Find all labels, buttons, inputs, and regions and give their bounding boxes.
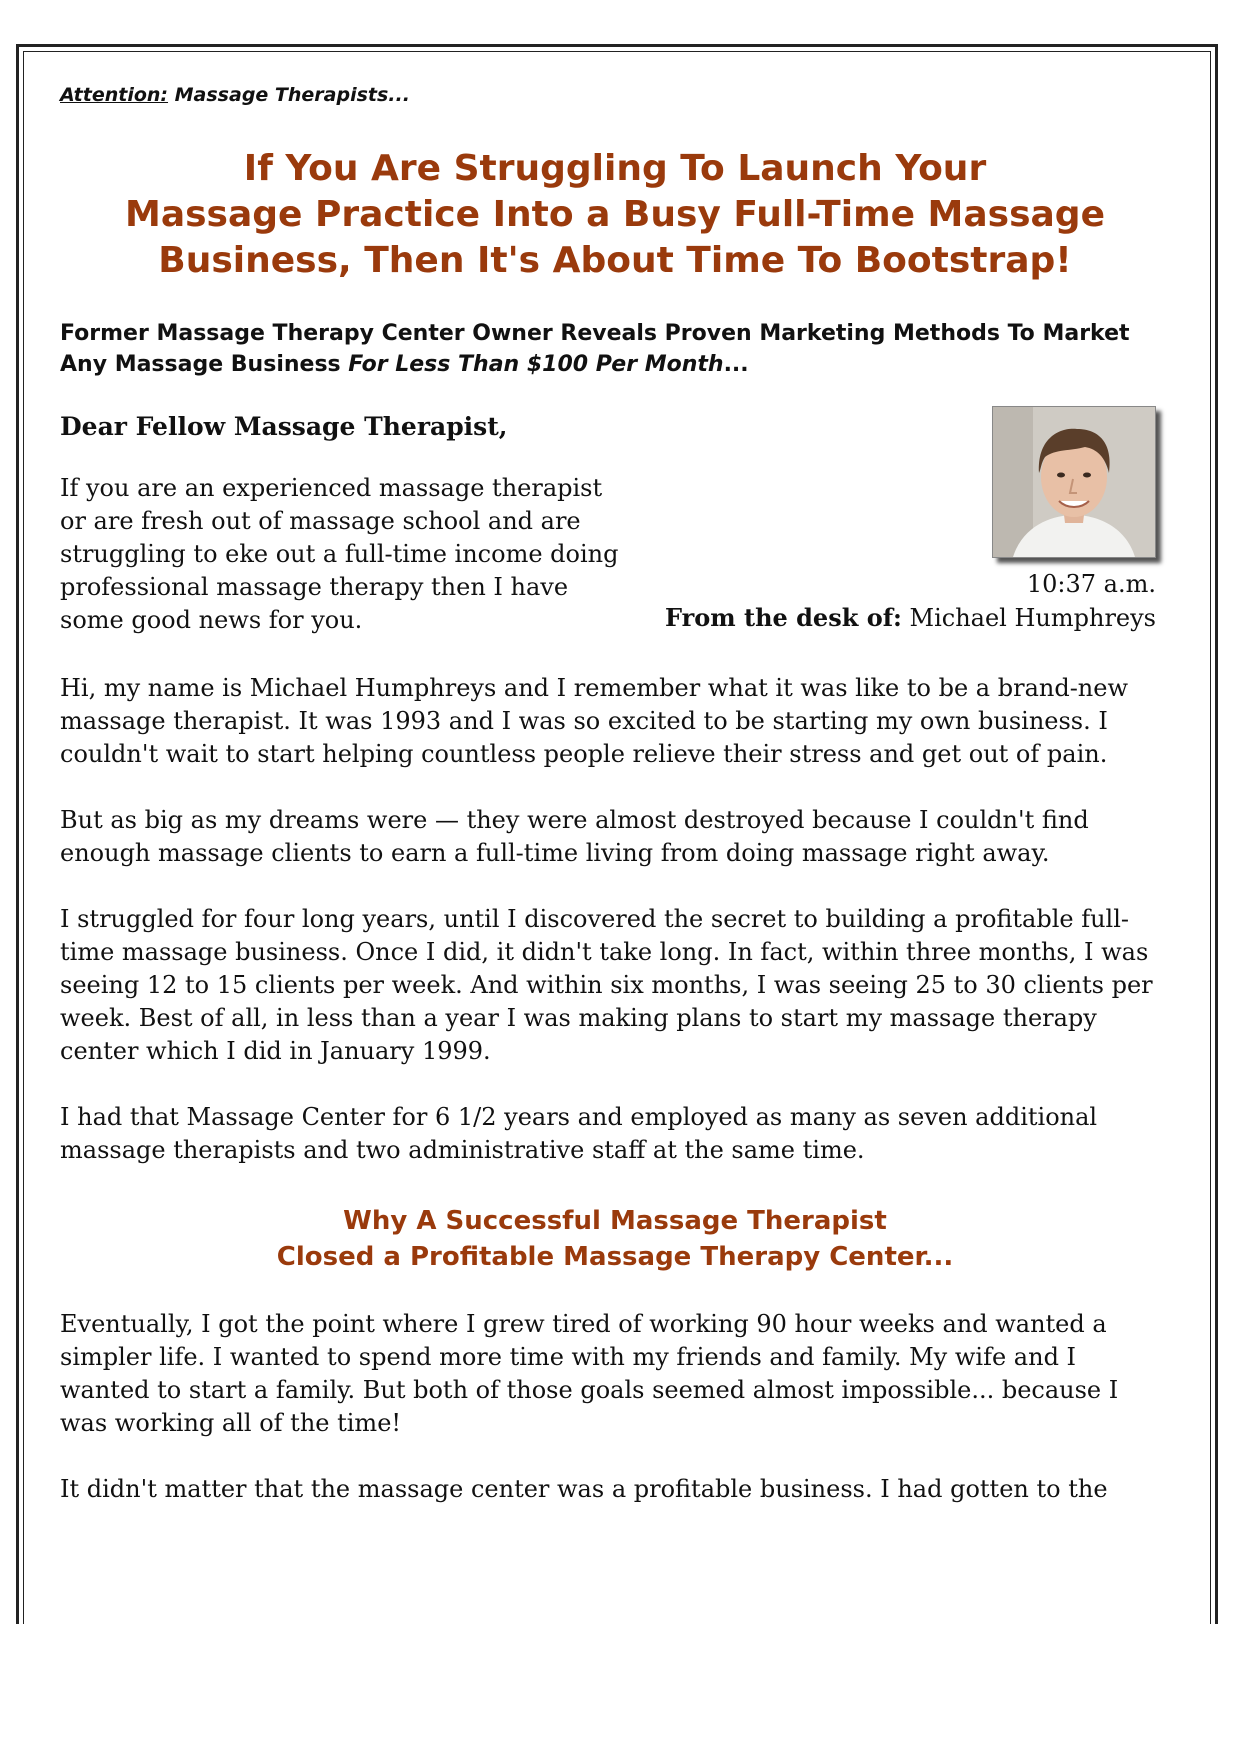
- subhead-emphasis: For Less Than $100 Per Month: [348, 352, 724, 377]
- subhead-text: Former Massage Therapy Center Owner Reveals Proven Marketing Methods To Market Any Massage Business: [60, 321, 1130, 377]
- paragraph-4: I had that Massage Center for 6 1/2 years and employed as many as seven additional massage therapists and two administrative staff at the same time.: [60, 1103, 1098, 1164]
- paragraph-2: But as big as my dreams were — they were almost destroyed because I couldn't find enough massage clients to earn a full-time living from doing massage right away.: [60, 806, 1089, 867]
- intro-paragraph: If you are an experienced massage therapist or are fresh out of massage school and are struggling to eke out a full-time income doing professional massage therapy then I have some good news for you.: [60, 474, 619, 634]
- author-portrait-image: [993, 407, 1155, 557]
- desk-label: From the desk of:: [664, 603, 902, 632]
- greeting: Dear Fellow Massage Therapist,: [60, 412, 508, 441]
- attention-line: [60, 84, 1170, 106]
- letter-opening: [60, 406, 1170, 638]
- attention-label: Attention:: [60, 84, 169, 106]
- paragraph-1: Hi, my name is Michael Humphreys and I remember what it was like to be a brand-new massage therapist. It was 1993 and I was so excited to be starting my own business. I couldn't wait to start helping countless people relieve their stress and get out of pain.: [60, 674, 1129, 768]
- letter-time: 10:37 a.m.: [1026, 570, 1156, 598]
- section-heading-line-1: Why A Successful Massage Therapist: [343, 1206, 887, 1236]
- subheadline: [60, 318, 1170, 380]
- section-heading: [60, 1203, 1170, 1275]
- author-photo: [992, 406, 1156, 558]
- attention-text: Massage Therapists...: [168, 84, 410, 106]
- headline-line-3: Business, Then It's About Time To Bootstrap!: [158, 240, 1072, 281]
- section-heading-line-2: Closed a Profitable Massage Therapy Center...: [276, 1242, 954, 1272]
- main-headline: [60, 146, 1170, 284]
- headline-line-1: If You Are Struggling To Launch Your: [243, 148, 987, 189]
- paragraph-6: It didn't matter that the massage center was a profitable business. I had gotten to the: [60, 1475, 1108, 1503]
- headline-line-2: Massage Practice Into a Busy Full-Time Massage: [125, 194, 1105, 235]
- paragraph-5: Eventually, I got the point where I grew tired of working 90 hour weeks and wanted a simpler life. I wanted to spend more time with my friends and family. My wife and I wanted to start a family. But both of those goals seemed almost impossible... because I was working all of the time!: [60, 1310, 1119, 1437]
- letter-content: [60, 84, 1170, 1506]
- subhead-tail: ...: [723, 352, 749, 377]
- from-the-desk-of: [665, 603, 1156, 632]
- paragraph-3: I struggled for four long years, until I discovered the secret to building a profitable full-time massage business. Once I did, it didn't take long. In fact, within three months, I was seeing 12 to 15 clients per week. And within six months, I was seeing 25 to 30 clients per week. Best of all, in less than a year I was making plans to start my massage therapy center which I did in January 1999.: [60, 905, 1153, 1065]
- desk-name: Michael Humphreys: [901, 604, 1156, 632]
